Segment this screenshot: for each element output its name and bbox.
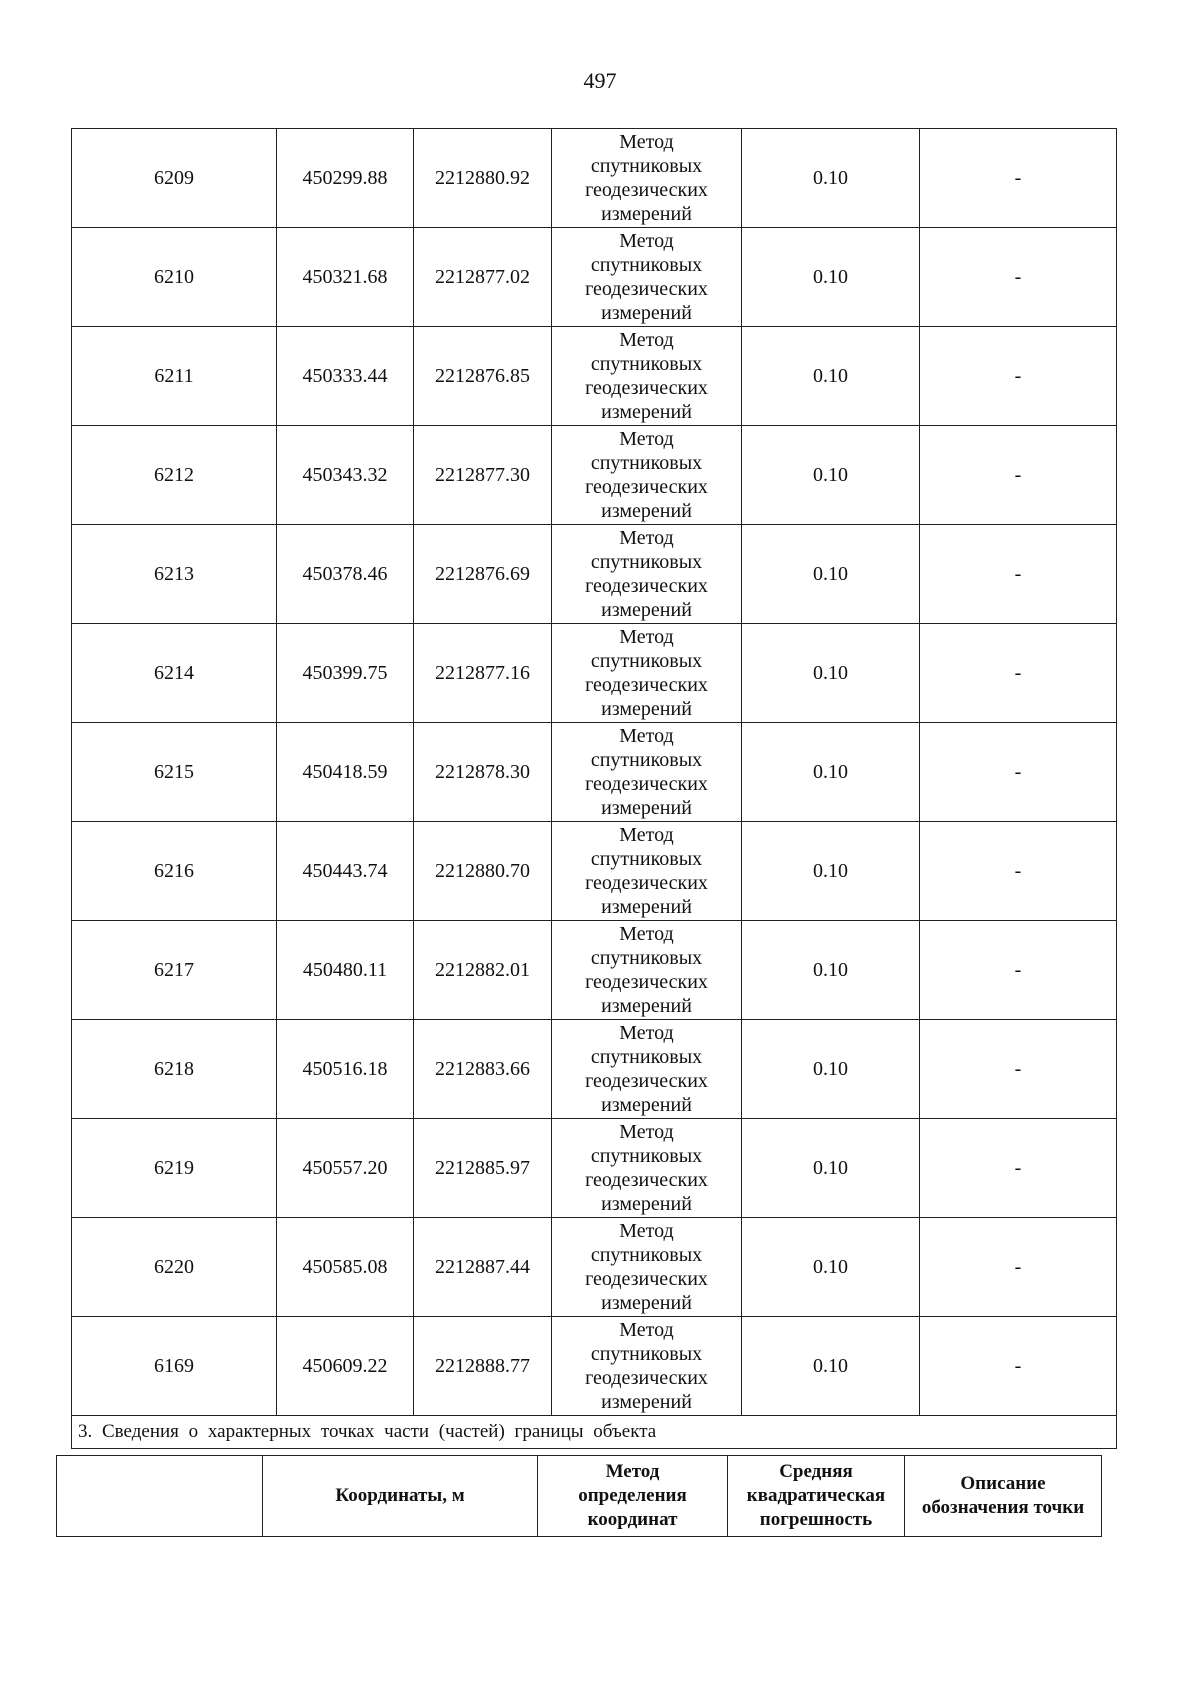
- header-description: Описание обозначения точки: [905, 1456, 1102, 1537]
- error-cell: 0.10: [742, 228, 920, 327]
- method-line: Метод: [619, 1022, 674, 1044]
- method-line: геодезических: [585, 476, 708, 498]
- method-line: спутниковых: [590, 452, 703, 474]
- table-row: [72, 129, 1117, 228]
- section-caption-row: [72, 1416, 1117, 1449]
- method-line: Метод: [619, 1121, 674, 1143]
- header-row: [57, 1456, 1102, 1537]
- x-coordinate-cell: 450516.18: [277, 1020, 414, 1119]
- error-cell: 0.10: [742, 426, 920, 525]
- x-coordinate-cell: 450399.75: [277, 624, 414, 723]
- point-number-cell: 6210: [72, 228, 277, 327]
- header-first-cell: [57, 1456, 263, 1537]
- table-row: [72, 723, 1117, 822]
- description-cell: -: [920, 228, 1117, 327]
- x-coordinate-cell: 450443.74: [277, 822, 414, 921]
- error-cell: 0.10: [742, 822, 920, 921]
- error-cell: 0.10: [742, 327, 920, 426]
- y-coordinate-cell: 2212885.97: [414, 1119, 552, 1218]
- method-cell: [552, 822, 742, 921]
- method-line: геодезических: [585, 872, 708, 894]
- description-cell: -: [920, 426, 1117, 525]
- y-coordinate-cell: 2212883.66: [414, 1020, 552, 1119]
- method-cell: [552, 624, 742, 723]
- error-cell: 0.10: [742, 525, 920, 624]
- x-coordinate-cell: 450585.08: [277, 1218, 414, 1317]
- method-line: геодезических: [585, 773, 708, 795]
- y-coordinate-cell: 2212887.44: [414, 1218, 552, 1317]
- page-number: 497: [583, 68, 617, 93]
- section-caption: 3. Сведения о характерных точках части (частей) границы объекта: [72, 1416, 1117, 1449]
- method-line: геодезических: [585, 278, 708, 300]
- method-line: спутниковых: [590, 848, 703, 870]
- method-line: геодезических: [585, 575, 708, 597]
- header-error: Средняя квадратическая погрешность: [728, 1456, 905, 1537]
- method-cell: [552, 1218, 742, 1317]
- description-cell: -: [920, 129, 1117, 228]
- method-line: геодезических: [585, 1169, 708, 1191]
- method-line: измерений: [601, 401, 692, 423]
- method-line: измерений: [601, 995, 692, 1017]
- method-line: Метод: [619, 1220, 674, 1242]
- method-cell: [552, 129, 742, 228]
- method-cell: [552, 723, 742, 822]
- x-coordinate-cell: 450609.22: [277, 1317, 414, 1416]
- y-coordinate-cell: 2212877.02: [414, 228, 552, 327]
- description-cell: -: [920, 525, 1117, 624]
- method-line: измерений: [601, 302, 692, 324]
- description-cell: -: [920, 921, 1117, 1020]
- method-line: измерений: [601, 1193, 692, 1215]
- method-line: измерений: [601, 698, 692, 720]
- error-cell: 0.10: [742, 1020, 920, 1119]
- y-coordinate-cell: 2212880.92: [414, 129, 552, 228]
- method-line: спутниковых: [590, 650, 703, 672]
- method-line: спутниковых: [590, 155, 703, 177]
- table-row: [72, 822, 1117, 921]
- method-line: измерений: [601, 1094, 692, 1116]
- point-number-cell: 6218: [72, 1020, 277, 1119]
- table-row: [72, 228, 1117, 327]
- point-number-cell: 6215: [72, 723, 277, 822]
- method-line: геодезических: [585, 179, 708, 201]
- x-coordinate-cell: 450299.88: [277, 129, 414, 228]
- description-cell: -: [920, 327, 1117, 426]
- method-line: измерений: [601, 599, 692, 621]
- table-row: [72, 1020, 1117, 1119]
- table-row: [72, 525, 1117, 624]
- x-coordinate-cell: 450480.11: [277, 921, 414, 1020]
- method-line: спутниковых: [590, 254, 703, 276]
- point-number-cell: 6219: [72, 1119, 277, 1218]
- method-line: Метод: [619, 923, 674, 945]
- y-coordinate-cell: 2212878.30: [414, 723, 552, 822]
- method-line: геодезических: [585, 674, 708, 696]
- table-row: [72, 426, 1117, 525]
- method-line: геодезических: [585, 1268, 708, 1290]
- y-coordinate-cell: 2212876.85: [414, 327, 552, 426]
- method-line: спутниковых: [590, 947, 703, 969]
- method-line: спутниковых: [590, 1046, 703, 1068]
- method-line: спутниковых: [590, 1343, 703, 1365]
- method-line: измерений: [601, 1292, 692, 1314]
- description-cell: -: [920, 624, 1117, 723]
- method-line: геодезических: [585, 377, 708, 399]
- method-line: Метод: [619, 725, 674, 747]
- method-cell: [552, 426, 742, 525]
- method-line: спутниковых: [590, 551, 703, 573]
- point-number-cell: 6211: [72, 327, 277, 426]
- method-line: Метод: [619, 824, 674, 846]
- method-line: спутниковых: [590, 1244, 703, 1266]
- y-coordinate-cell: 2212888.77: [414, 1317, 552, 1416]
- method-line: спутниковых: [590, 1145, 703, 1167]
- error-cell: 0.10: [742, 921, 920, 1020]
- method-cell: [552, 1119, 742, 1218]
- method-line: измерений: [601, 1391, 692, 1413]
- x-coordinate-cell: 450321.68: [277, 228, 414, 327]
- method-line: измерений: [601, 797, 692, 819]
- table-row: [72, 1119, 1117, 1218]
- description-cell: -: [920, 1218, 1117, 1317]
- y-coordinate-cell: 2212880.70: [414, 822, 552, 921]
- table-row: [72, 327, 1117, 426]
- table-row: [72, 1317, 1117, 1416]
- point-number-cell: 6214: [72, 624, 277, 723]
- description-cell: -: [920, 1020, 1117, 1119]
- table-row: [72, 1218, 1117, 1317]
- method-cell: [552, 921, 742, 1020]
- part-boundary-header-table: [56, 1455, 1102, 1537]
- method-cell: [552, 327, 742, 426]
- method-line: Метод: [619, 131, 674, 153]
- point-number-cell: 6213: [72, 525, 277, 624]
- method-line: геодезических: [585, 1367, 708, 1389]
- method-line: измерений: [601, 896, 692, 918]
- point-number-cell: 6216: [72, 822, 277, 921]
- error-cell: 0.10: [742, 1119, 920, 1218]
- method-line: измерений: [601, 203, 692, 225]
- error-cell: 0.10: [742, 129, 920, 228]
- method-line: Метод: [619, 527, 674, 549]
- point-number-cell: 6220: [72, 1218, 277, 1317]
- error-cell: 0.10: [742, 1317, 920, 1416]
- x-coordinate-cell: 450333.44: [277, 327, 414, 426]
- x-coordinate-cell: 450378.46: [277, 525, 414, 624]
- y-coordinate-cell: 2212877.16: [414, 624, 552, 723]
- point-number-cell: 6209: [72, 129, 277, 228]
- description-cell: -: [920, 1119, 1117, 1218]
- y-coordinate-cell: 2212877.30: [414, 426, 552, 525]
- x-coordinate-cell: 450418.59: [277, 723, 414, 822]
- method-line: Метод: [619, 428, 674, 450]
- error-cell: 0.10: [742, 624, 920, 723]
- header-method: Метод определения координат: [538, 1456, 728, 1537]
- point-number-cell: 6169: [72, 1317, 277, 1416]
- method-line: геодезических: [585, 1070, 708, 1092]
- method-cell: [552, 525, 742, 624]
- x-coordinate-cell: 450557.20: [277, 1119, 414, 1218]
- description-cell: -: [920, 822, 1117, 921]
- boundary-points-table: [71, 128, 1117, 1449]
- error-cell: 0.10: [742, 1218, 920, 1317]
- method-line: спутниковых: [590, 353, 703, 375]
- x-coordinate-cell: 450343.32: [277, 426, 414, 525]
- header-coordinates: Координаты, м: [263, 1456, 538, 1537]
- description-cell: -: [920, 723, 1117, 822]
- method-cell: [552, 1020, 742, 1119]
- method-line: Метод: [619, 626, 674, 648]
- method-line: измерений: [601, 500, 692, 522]
- method-line: Метод: [619, 1319, 674, 1341]
- description-cell: -: [920, 1317, 1117, 1416]
- method-line: геодезических: [585, 971, 708, 993]
- y-coordinate-cell: 2212876.69: [414, 525, 552, 624]
- method-line: спутниковых: [590, 749, 703, 771]
- method-line: Метод: [619, 230, 674, 252]
- point-number-cell: 6212: [72, 426, 277, 525]
- method-line: Метод: [619, 329, 674, 351]
- method-cell: [552, 1317, 742, 1416]
- table-row: [72, 624, 1117, 723]
- method-cell: [552, 228, 742, 327]
- y-coordinate-cell: 2212882.01: [414, 921, 552, 1020]
- error-cell: 0.10: [742, 723, 920, 822]
- table-row: [72, 921, 1117, 1020]
- point-number-cell: 6217: [72, 921, 277, 1020]
